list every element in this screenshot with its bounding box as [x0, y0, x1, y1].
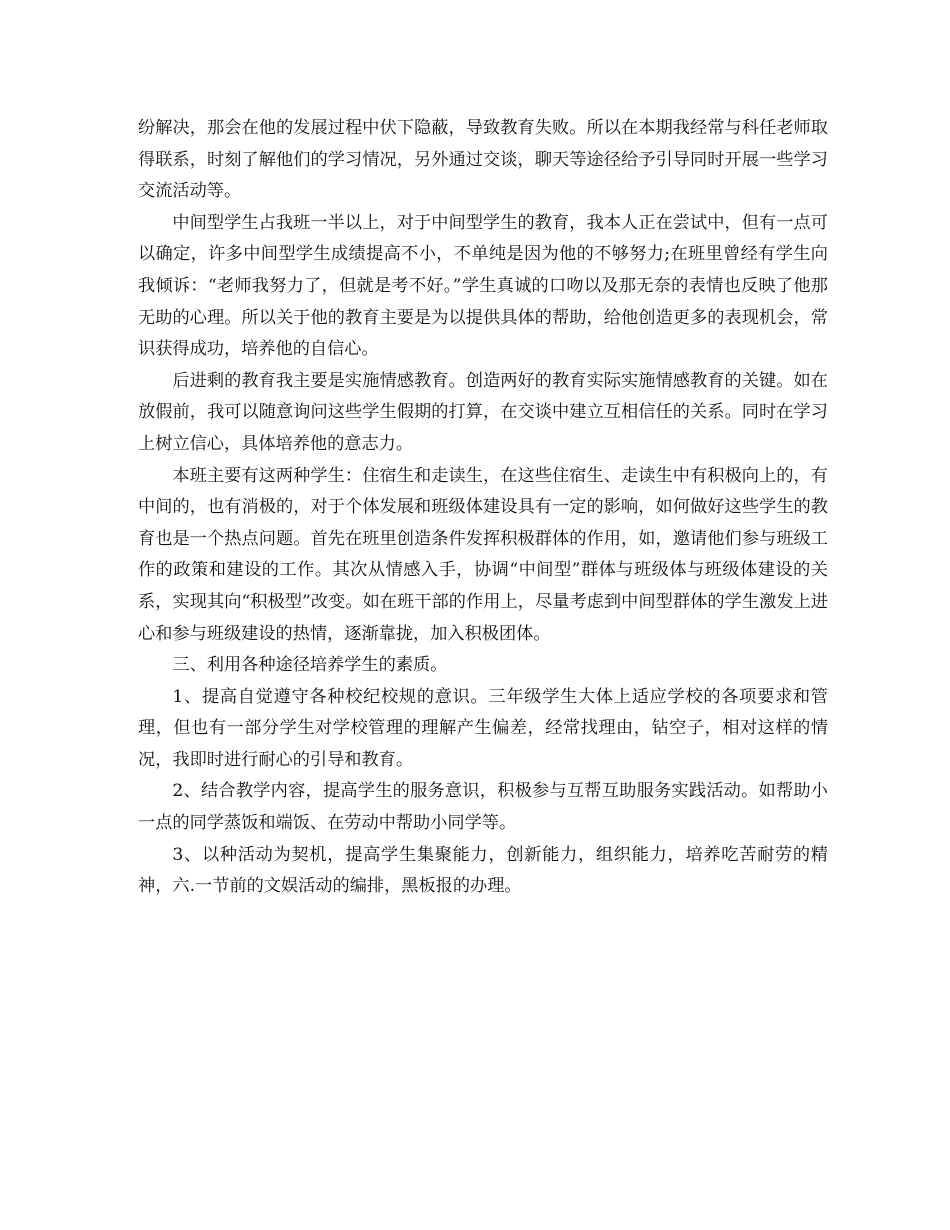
list-item-3: 3、以种活动为契机，提高学生集聚能力，创新能力，组织能力，培养吃苦耐劳的精神，六.一节前的文娱活动的编排，黑板报的办理。: [138, 844, 828, 897]
paragraph-2: 中间型学生占我班一半以上，对于中间型学生的教育，我本人正在尝试中，但有一点可以确定，许多中间型学生成绩提高不小，不单纯是因为他的不够努力;在班里曾经有学生向我倾诉：“老师我努力了，但就是考不好。”学生真诚的口吻以及那无奈的表情也反映了他那无助的心理。所以关于他的教育主要是为以提供具体的帮助，给他创造更多的表现机会，常识获得成功，培养他的自信心。: [138, 212, 828, 360]
list-item-2: 2、结合教学内容，提高学生的服务意识，积极参与互帮互助服务实践活动。如帮助小一点的同学蒸饭和端饭、在劳动中帮助小同学等。: [138, 781, 828, 834]
paragraph-1: 纷解决，那会在他的发展过程中伏下隐蔽，导致教育失败。所以在本期我经常与科任老师取得联系，时刻了解他们的学习情况，另外通过交谈，聊天等途径给予引导同时开展一些学习交流活动等。: [138, 118, 828, 202]
list-item-1: 1、提高自觉遵守各种校纪校规的意识。三年级学生大体上适应学校的各项要求和管理，但也有一部分学生对学校管理的理解产生偏差，经常找理由，钻空子，相对这样的情况，我即时进行耐心的引导和教育。: [138, 686, 828, 770]
paragraph-4: 本班主要有这两种学生：住宿生和走读生，在这些住宿生、走读生中有积极向上的，有中间的，也有消极的，对于个体发展和班级体建设具有一定的影响，如何做好这些学生的教育也是一个热点问题。首先在班里创造条件发挥积极群体的作用，如，邀请他们参与班级工作的政策和建设的工作。其次从情感入手，协调“中间型”群体与班级体与班级体建设的关系，实现其向“积极型”改变。如在班干部的作用上，尽量考虑到中间型群体的学生激发上进心和参与班级建设的热情，逐渐靠拢，加入积极团体。: [138, 465, 828, 644]
section-heading-3: 三、利用各种途径培养学生的素质。: [172, 655, 448, 676]
document-page: [138, 113, 828, 903]
paragraph-3: 后进剩的教育我主要是实施情感教育。创造两好的教育实际实施情感教育的关键。如在放假前，我可以随意询问这些学生假期的打算，在交谈中建立互相信任的关系。同时在学习上树立信心，具体培养他的意志力。: [138, 370, 828, 454]
